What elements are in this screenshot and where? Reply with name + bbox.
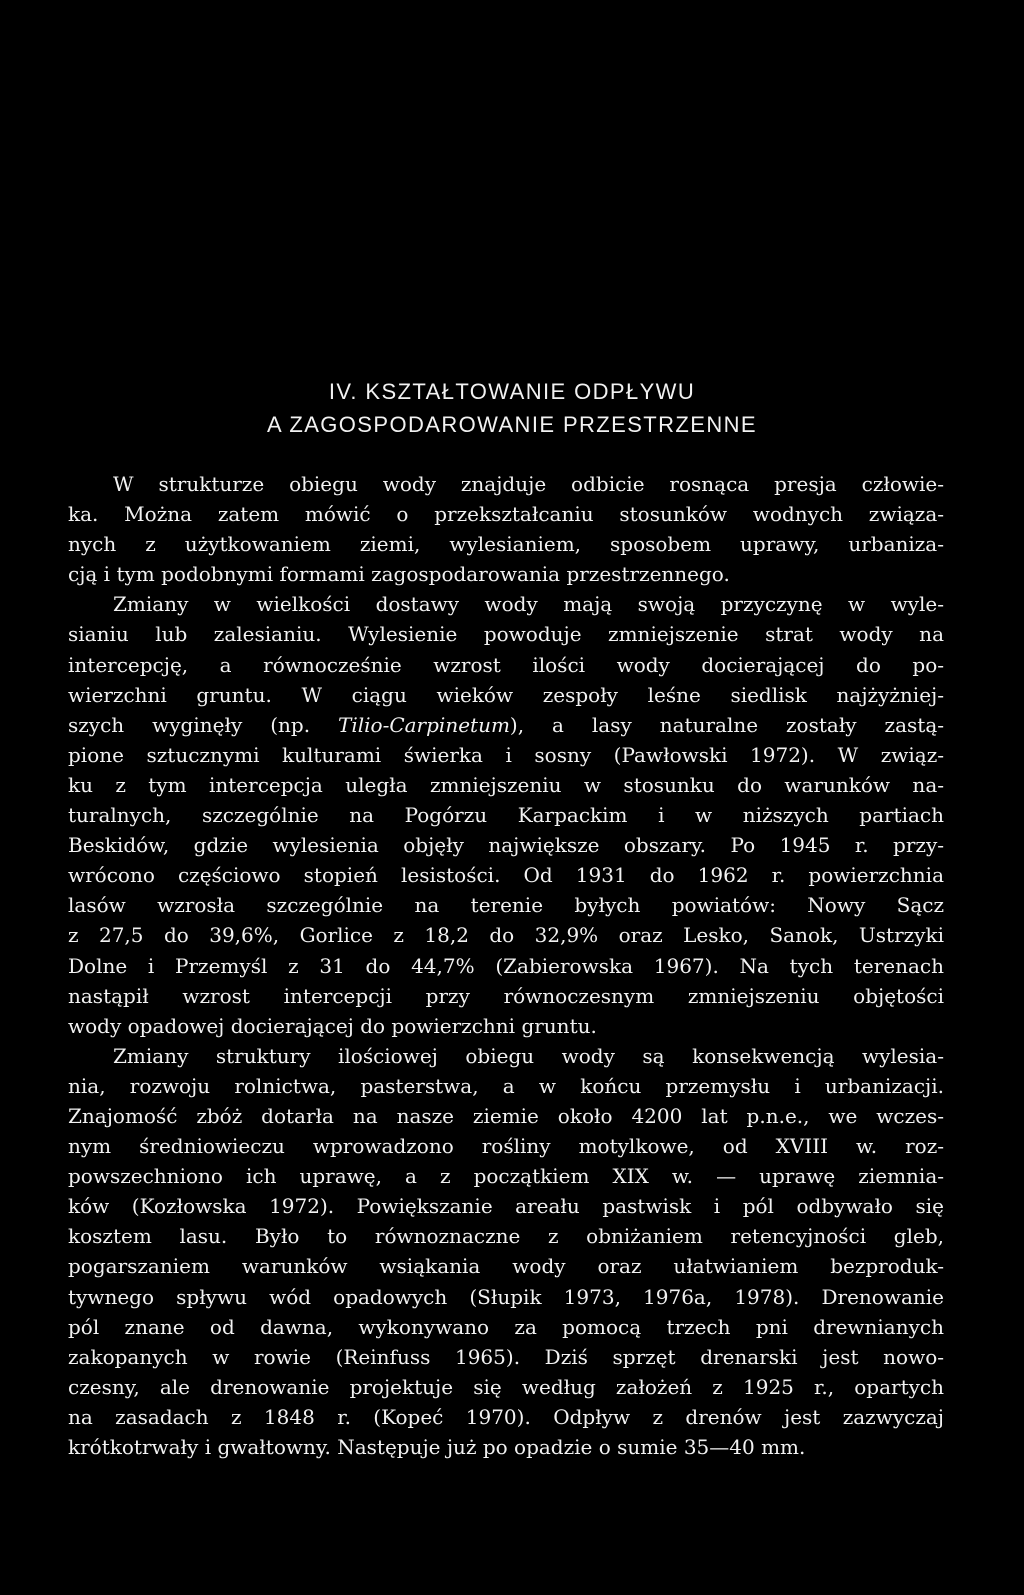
text-line: lasów wzrosła szczególnie na terenie byłych powiatów: Nowy Sącz	[68, 893, 944, 918]
text-line: cją i tym podobnymi formami zagospodarowania przestrzennego.	[68, 562, 730, 587]
text-line: ków (Kozłowska 1972). Powiększanie areału pastwisk i pól odbywało się	[68, 1194, 944, 1219]
text-line: kosztem lasu. Było to równoznaczne z obniżaniem retencyjności gleb,	[68, 1224, 944, 1249]
text-line: ku z tym intercepcja uległa zmniejszeniu w stosunku do warunków na-	[68, 772, 944, 797]
text-line: wody opadowej docierającej do powierzchni gruntu.	[68, 1013, 597, 1038]
text-line: nych z użytkowaniem ziemi, wylesianiem, sposobem uprawy, urbaniza-	[68, 532, 944, 557]
text-line: na zasadach z 1848 r. (Kopeć 1970). Odpływ z drenów jest zazwyczaj	[68, 1404, 944, 1429]
text-line: W strukturze obiegu wody znajduje odbicie rosnąca presja człowie-	[113, 472, 944, 496]
text-line: Zmiany w wielkości dostawy wody mają swoją przyczynę w wyle-	[113, 592, 944, 617]
text-line: pól znane od dawna, wykonywano za pomocą trzech pni drewnianych	[68, 1314, 944, 1339]
text-line: nastąpił wzrost intercepcji przy równoczesnym zmniejszeniu objętości	[68, 983, 944, 1008]
text-line: z 27,5 do 39,6%, Gorlice z 18,2 do 32,9% oraz Lesko, Sanok, Ustrzyki	[68, 923, 944, 948]
text-line: wierzchni gruntu. W ciągu wieków zespoły leśne siedlisk najżyżniej-	[68, 682, 944, 707]
text-line: Zmiany struktury ilościowej obiegu wody są konsekwencją wylesia-	[113, 1043, 944, 1068]
text-line: czesny, ale drenowanie projektuje się według założeń z 1925 r., opartych	[68, 1374, 944, 1399]
text-line: krótkotrwały i gwałtowny. Następuje już po opadzie o sumie 35—40 mm.	[68, 1435, 806, 1459]
text-line: powszechniono ich uprawę, a z początkiem XIX w. — uprawę ziemnia-	[68, 1164, 944, 1189]
text-line: nym średniowieczu wprowadzono rośliny motylkowe, od XVIII w. roz-	[68, 1134, 944, 1159]
text-line: Beskidów, gdzie wylesienia objęły największe obszary. Po 1945 r. przy-	[68, 833, 944, 858]
text-line: wrócono częściowo stopień lesistości. Od 1931 do 1962 r. powierzchnia	[68, 863, 944, 888]
text-line: Dolne i Przemyśl z 31 do 44,7% (Zabierowska 1967). Na tych terenach	[68, 953, 944, 978]
text-line: Znajomość zbóż dotarła na nasze ziemie około 4200 lat p.n.e., we wczes-	[68, 1103, 944, 1128]
text-line: pione sztucznymi kulturami świerka i sosny (Pawłowski 1972). W związ-	[68, 742, 944, 767]
heading-line-1: IV. KSZTAŁTOWANIE ODPŁYWU	[328, 379, 696, 404]
text-line: intercepcję, a równocześnie wzrost ilości wody docierającej do po-	[68, 652, 944, 677]
chapter-heading	[150, 375, 874, 441]
heading-line-2: A ZAGOSPODAROWANIE PRZESTRZENNE	[267, 412, 757, 437]
body-text	[68, 469, 944, 1462]
text-line: nia, rozwoju rolnictwa, pasterstwa, a w końcu przemysłu i urbanizacji.	[68, 1073, 944, 1098]
text-line: sianiu lub zalesianiu. Wylesienie powoduje zmniejszenie strat wody na	[68, 622, 944, 647]
text-line: turalnych, szczególnie na Pogórzu Karpackim i w niższych partiach	[68, 803, 944, 828]
text-line: ka. Można zatem mówić o przekształcaniu stosunków wodnych związa-	[68, 502, 944, 527]
text-line: pogarszaniem warunków wsiąkania wody oraz ułatwianiem bezproduk-	[68, 1254, 944, 1279]
text-line: szych wyginęły (np. Tilio-Carpinetum), a lasy naturalne zostały zastą-	[68, 712, 944, 737]
text-line: zakopanych w rowie (Reinfuss 1965). Dziś sprzęt drenarski jest nowo-	[68, 1344, 944, 1369]
text-line: tywnego spływu wód opadowych (Słupik 1973, 1976a, 1978). Drenowanie	[68, 1284, 944, 1309]
